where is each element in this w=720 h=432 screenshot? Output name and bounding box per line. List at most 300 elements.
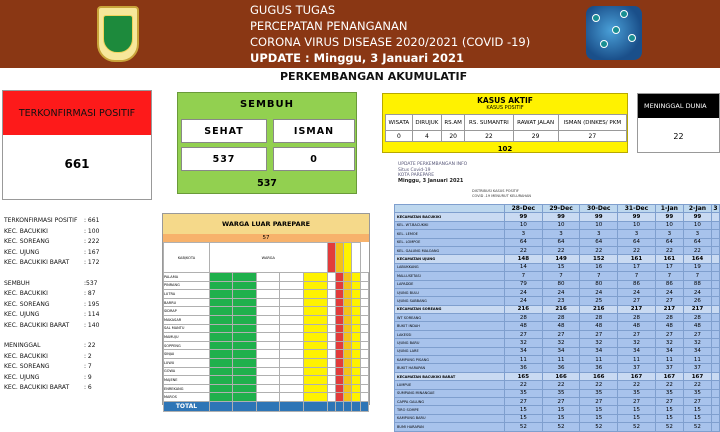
warga-luar-cell bbox=[327, 393, 335, 402]
distribusi-cell: 15 bbox=[655, 414, 683, 422]
warga-luar-cell bbox=[335, 290, 343, 299]
warga-luar-row bbox=[164, 290, 369, 299]
warga-luar-cell bbox=[344, 290, 352, 299]
warga-luar-cell bbox=[352, 358, 360, 367]
distribusi-cell bbox=[711, 272, 719, 280]
distribusi-cell: 15 bbox=[580, 406, 618, 414]
distribusi-cell: 161 bbox=[655, 255, 683, 263]
warga-luar-cell bbox=[280, 315, 303, 324]
update-date: UPDATE : Minggu, 3 Januari 2021 bbox=[250, 51, 465, 65]
distribusi-cell: 32 bbox=[655, 339, 683, 347]
distribusi-row-name: KEL. LEMOE bbox=[395, 230, 505, 238]
aktif-val: 27 bbox=[558, 131, 626, 142]
stats-key: KEC. BACUKIKI bbox=[4, 227, 48, 235]
distribusi-cell: 22 bbox=[542, 381, 580, 389]
distribusi-cell: 52 bbox=[580, 423, 618, 431]
distribusi-cell: 15 bbox=[505, 406, 543, 414]
distribusi-cell: 22 bbox=[542, 246, 580, 254]
distribusi-cell: 27 bbox=[505, 397, 543, 405]
distribusi-cell: 27 bbox=[505, 330, 543, 338]
warga-luar-cell bbox=[233, 290, 256, 299]
distribusi-cell: 34 bbox=[655, 347, 683, 355]
kasus-aktif-table bbox=[385, 114, 627, 142]
regional-emblem-icon bbox=[97, 6, 139, 62]
stats-value: : 2 bbox=[84, 352, 92, 360]
distribusi-cell: 86 bbox=[618, 280, 656, 288]
warga-luar-row bbox=[164, 393, 369, 402]
distribusi-cell: 35 bbox=[618, 389, 656, 397]
title-line-1: GUGUS TUGAS bbox=[250, 3, 336, 17]
warga-luar-cell bbox=[303, 358, 327, 367]
warga-luar-cell bbox=[233, 273, 256, 282]
distribusi-row-name: TIRO SOMPE bbox=[395, 406, 505, 414]
warga-luar-row bbox=[164, 307, 369, 316]
warga-luar-cell bbox=[335, 298, 343, 307]
aktif-val: 20 bbox=[442, 131, 465, 142]
warga-luar-cell bbox=[360, 367, 368, 376]
warga-luar-cell bbox=[256, 358, 279, 367]
warga-luar-cell bbox=[210, 333, 233, 342]
distribusi-cell: 27 bbox=[683, 397, 711, 405]
distribusi-cell: 27 bbox=[655, 297, 683, 305]
warga-luar-kab: MAJENE bbox=[164, 376, 210, 385]
warga-luar-cell bbox=[352, 281, 360, 290]
warga-luar-cell bbox=[360, 290, 368, 299]
warga-luar-cell bbox=[233, 367, 256, 376]
distribusi-cell: 99 bbox=[505, 213, 543, 221]
distribusi-cell: 34 bbox=[542, 347, 580, 355]
warga-luar-kab: LUTRA bbox=[164, 290, 210, 299]
distribusi-cell: 88 bbox=[683, 280, 711, 288]
title-line-3: CORONA VIRUS DISEASE 2020/2021 (COVID -19) bbox=[250, 35, 531, 49]
warga-luar-cell bbox=[352, 333, 360, 342]
distribusi-cell bbox=[711, 322, 719, 330]
distribusi-cell: 22 bbox=[505, 381, 543, 389]
distribusi-cell: 17 bbox=[618, 263, 656, 271]
warga-luar-row bbox=[164, 350, 369, 359]
warga-luar-kab: SIDRAP bbox=[164, 307, 210, 316]
distribusi-row bbox=[395, 356, 720, 364]
warga-luar-cell bbox=[233, 307, 256, 316]
distribusi-cell: 10 bbox=[542, 221, 580, 229]
warga-luar-kab: GOWA bbox=[164, 367, 210, 376]
distribusi-cell: 32 bbox=[618, 339, 656, 347]
distribusi-row bbox=[395, 255, 720, 263]
stats-row bbox=[4, 341, 154, 352]
warga-luar-cell bbox=[303, 376, 327, 385]
distribusi-row-name: BUMI HARAPAN bbox=[395, 423, 505, 431]
warga-luar-total-row bbox=[164, 401, 369, 411]
distribusi-cell: 11 bbox=[580, 356, 618, 364]
warga-luar-panel bbox=[162, 213, 370, 410]
warga-luar-total-cell bbox=[327, 401, 335, 411]
warga-luar-cell bbox=[327, 358, 335, 367]
warga-luar-cell bbox=[210, 367, 233, 376]
distribusi-cell: 216 bbox=[580, 305, 618, 313]
stats-key: KEC. SOREANG bbox=[4, 238, 50, 245]
warga-luar-cell bbox=[280, 367, 303, 376]
warga-luar-total-cell bbox=[344, 401, 352, 411]
distribusi-cell: 11 bbox=[683, 356, 711, 364]
distribusi-cell: 99 bbox=[683, 213, 711, 221]
meta-line-2: Situs Covid-19 bbox=[398, 167, 431, 173]
warga-luar-total-cell bbox=[210, 401, 233, 411]
header-banner bbox=[0, 0, 720, 68]
warga-luar-cell bbox=[280, 350, 303, 359]
warga-luar-cell bbox=[327, 281, 335, 290]
warga-luar-cell bbox=[360, 333, 368, 342]
distribusi-cell: 28 bbox=[505, 314, 543, 322]
stats-value: : 7 bbox=[84, 363, 92, 370]
warga-luar-cell bbox=[352, 324, 360, 333]
stats-value: : 140 bbox=[84, 321, 100, 329]
distribusi-date: 31-Dec bbox=[618, 205, 656, 213]
warga-luar-row bbox=[164, 341, 369, 350]
isman-label: ISMAN bbox=[273, 119, 355, 143]
warga-luar-cell bbox=[210, 307, 233, 316]
warga-luar-cell bbox=[327, 298, 335, 307]
warga-luar-cell bbox=[352, 307, 360, 316]
distribusi-row-name: BUKIT INDAH bbox=[395, 322, 505, 330]
warga-luar-row bbox=[164, 333, 369, 342]
warga-luar-cell bbox=[344, 273, 352, 282]
aktif-val: 22 bbox=[465, 131, 513, 142]
warga-luar-status-col bbox=[327, 243, 335, 273]
distribusi-row bbox=[395, 280, 720, 288]
warga-luar-kab: MAMUJU bbox=[164, 333, 210, 342]
distribusi-cell: 52 bbox=[683, 423, 711, 431]
distribusi-cell: 7 bbox=[505, 272, 543, 280]
warga-luar-cell bbox=[303, 315, 327, 324]
distribusi-cell: 22 bbox=[683, 381, 711, 389]
distribusi-cell: 3 bbox=[542, 230, 580, 238]
distribusi-cell: 48 bbox=[655, 322, 683, 330]
distribusi-cell bbox=[711, 263, 719, 271]
distribusi-row bbox=[395, 389, 720, 397]
distribusi-cell: 86 bbox=[655, 280, 683, 288]
distribusi-title-2: COVID -19 MENURUT KELURAHAN bbox=[472, 194, 532, 198]
warga-luar-cell bbox=[280, 393, 303, 402]
stats-value: : 195 bbox=[84, 300, 100, 308]
warga-luar-cell bbox=[360, 350, 368, 359]
distribusi-row bbox=[395, 364, 720, 372]
warga-luar-cell bbox=[256, 376, 279, 385]
distribusi-cell: 27 bbox=[683, 330, 711, 338]
warga-luar-cell bbox=[335, 376, 343, 385]
stats-gap bbox=[4, 331, 154, 341]
aktif-col: RS.AM bbox=[442, 115, 465, 131]
stats-value: : 100 bbox=[84, 227, 100, 235]
distribusi-cell: 64 bbox=[580, 238, 618, 246]
distribusi-row-name: KECAMATAN SOREANG bbox=[395, 305, 505, 313]
distribusi-row bbox=[395, 263, 720, 271]
warga-luar-cell bbox=[335, 384, 343, 393]
warga-luar-header bbox=[164, 243, 369, 273]
distribusi-cell: 28 bbox=[618, 314, 656, 322]
distribusi-cell: 15 bbox=[580, 414, 618, 422]
distribusi-row-name: UJUNG BULU bbox=[395, 288, 505, 296]
distribusi-date: 3 bbox=[713, 205, 718, 213]
stats-row bbox=[4, 321, 154, 332]
distribusi-cell: 28 bbox=[542, 314, 580, 322]
sehat-value: 537 bbox=[181, 147, 267, 171]
stats-key: KEC. BACUKIKI BARAT bbox=[4, 321, 70, 329]
aktif-col: RS. SUMANTRI bbox=[465, 115, 513, 131]
distribusi-cell bbox=[711, 347, 719, 355]
stats-key: KEC. BACUKIKI BARAT bbox=[4, 384, 70, 391]
distribusi-cell: 3 bbox=[655, 230, 683, 238]
warga-luar-cell bbox=[335, 307, 343, 316]
distribusi-cell: 22 bbox=[618, 246, 656, 254]
warga-luar-kab: MAROS bbox=[164, 393, 210, 402]
distribusi-cell: 161 bbox=[618, 255, 656, 263]
distribusi-row bbox=[395, 339, 720, 347]
distribusi-cell bbox=[711, 364, 719, 372]
aktif-col: ISMAN (DINKES/ PKM bbox=[558, 115, 626, 131]
distribusi-cell: 48 bbox=[505, 322, 543, 330]
stats-value: : 6 bbox=[84, 384, 92, 391]
warga-luar-cell bbox=[335, 350, 343, 359]
distribusi-cell: 10 bbox=[655, 221, 683, 229]
distribusi-cell: 27 bbox=[542, 330, 580, 338]
warga-luar-status-col bbox=[335, 243, 343, 273]
warga-luar-cell bbox=[233, 281, 256, 290]
stats-key: KEC. BACUKIKI bbox=[4, 290, 48, 297]
stats-row bbox=[4, 279, 154, 290]
warga-luar-cell bbox=[210, 376, 233, 385]
kasus-aktif-box bbox=[382, 93, 628, 153]
warga-luar-cell bbox=[210, 290, 233, 299]
distribusi-cell: 15 bbox=[542, 414, 580, 422]
distribusi-cell: 16 bbox=[580, 263, 618, 271]
stats-row bbox=[4, 216, 154, 227]
distribusi-cell: 80 bbox=[542, 280, 580, 288]
distribusi-cell: 7 bbox=[618, 272, 656, 280]
distribusi-cell: 48 bbox=[683, 322, 711, 330]
warga-luar-cell bbox=[344, 384, 352, 393]
warga-luar-cell bbox=[352, 350, 360, 359]
warga-luar-cell bbox=[303, 324, 327, 333]
distribusi-cell: 11 bbox=[655, 356, 683, 364]
warga-luar-kab: PALAMA bbox=[164, 273, 210, 282]
aktif-col: DIRUJUK bbox=[412, 115, 441, 131]
warga-luar-total-cell bbox=[233, 401, 256, 411]
warga-luar-cell bbox=[360, 298, 368, 307]
distribusi-cell: 17 bbox=[655, 263, 683, 271]
distribusi-row-name: CAPPA GALUNG bbox=[395, 397, 505, 405]
stats-key: KEC. SOREANG bbox=[4, 300, 50, 308]
warga-luar-cell bbox=[360, 393, 368, 402]
warga-luar-cell bbox=[327, 273, 335, 282]
distribusi-cell: 24 bbox=[683, 288, 711, 296]
stats-value: : 222 bbox=[84, 238, 100, 245]
distribusi-cell: 7 bbox=[580, 272, 618, 280]
stats-key: KEC. SOREANG bbox=[4, 363, 50, 370]
warga-luar-cell bbox=[280, 298, 303, 307]
warga-luar-cell bbox=[344, 315, 352, 324]
distribusi-cell: 165 bbox=[505, 372, 543, 380]
warga-luar-total-cell bbox=[280, 401, 303, 411]
distribusi-cell: 32 bbox=[505, 339, 543, 347]
distribusi-cell: 52 bbox=[505, 423, 543, 431]
warga-luar-cell bbox=[327, 324, 335, 333]
distribusi-row-name: WT SOREANG bbox=[395, 314, 505, 322]
warga-luar-cell bbox=[344, 307, 352, 316]
distribusi-row bbox=[395, 230, 720, 238]
warga-luar-cell bbox=[256, 333, 279, 342]
warga-luar-cell bbox=[327, 333, 335, 342]
warga-luar-cell bbox=[233, 333, 256, 342]
warga-luar-cell bbox=[352, 273, 360, 282]
distribusi-cell: 11 bbox=[505, 356, 543, 364]
distribusi-cell: 23 bbox=[542, 297, 580, 305]
warga-luar-cell bbox=[352, 376, 360, 385]
stats-row bbox=[4, 227, 154, 238]
distribusi-date: 1-Jan bbox=[655, 205, 683, 213]
distribusi-cell: 11 bbox=[618, 356, 656, 364]
distribusi-cell: 99 bbox=[618, 213, 656, 221]
distribusi-row-name: LABUKKANG bbox=[395, 263, 505, 271]
warga-luar-cell bbox=[303, 333, 327, 342]
warga-luar-col-mid: WARGA bbox=[210, 243, 328, 273]
distribusi-cell: 28 bbox=[580, 314, 618, 322]
distribusi-cell: 37 bbox=[618, 364, 656, 372]
distribusi-header-blank bbox=[395, 205, 505, 213]
warga-luar-cell bbox=[327, 367, 335, 376]
distribusi-cell: 217 bbox=[655, 305, 683, 313]
warga-luar-kab: SINJAI bbox=[164, 350, 210, 359]
distribusi-cell: 34 bbox=[580, 347, 618, 355]
stats-row bbox=[4, 289, 154, 300]
stats-key: KEC. BACUKIKI BARAT bbox=[4, 259, 70, 266]
distribusi-cell: 22 bbox=[505, 246, 543, 254]
distribusi-cell: 80 bbox=[580, 280, 618, 288]
distribusi-row-name: KEL. LOMPOE bbox=[395, 238, 505, 246]
distribusi-cell: 22 bbox=[618, 381, 656, 389]
distribusi-cell: 27 bbox=[580, 397, 618, 405]
distribusi-row-name: KECAMATAN BACUKIKI bbox=[395, 213, 505, 221]
sembuh-label: SEMBUH bbox=[239, 99, 295, 110]
distribusi-cell: 26 bbox=[683, 297, 711, 305]
distribusi-row bbox=[395, 406, 720, 414]
aktif-val: 0 bbox=[386, 131, 413, 142]
distribusi-cell bbox=[711, 246, 719, 254]
stats-row bbox=[4, 383, 154, 394]
warga-luar-cell bbox=[344, 298, 352, 307]
stats-value: : 172 bbox=[84, 259, 100, 266]
distribusi-cell: 36 bbox=[542, 364, 580, 372]
stats-value: : 22 bbox=[84, 342, 96, 349]
sembuh-total: 537 bbox=[257, 178, 277, 189]
warga-luar-cell bbox=[256, 307, 279, 316]
warga-luar-cell bbox=[335, 341, 343, 350]
warga-luar-cell bbox=[352, 393, 360, 402]
distribusi-row bbox=[395, 288, 720, 296]
distribusi-row-name: KEL. GALUNG MALOANG bbox=[395, 246, 505, 254]
warga-luar-cell bbox=[360, 341, 368, 350]
distribusi-cell: 32 bbox=[683, 339, 711, 347]
distribusi-cell: 34 bbox=[683, 347, 711, 355]
distribusi-cell bbox=[711, 297, 719, 305]
distribusi-cell: 167 bbox=[655, 372, 683, 380]
meta-line-1: UPDATE PERKEMBANGAN INFO bbox=[398, 162, 468, 167]
warga-luar-cell bbox=[280, 384, 303, 393]
distribusi-cell: 48 bbox=[580, 322, 618, 330]
distribusi-meta bbox=[398, 162, 467, 184]
warga-luar-cell bbox=[327, 350, 335, 359]
distribusi-cell: 64 bbox=[618, 238, 656, 246]
warga-luar-cell bbox=[335, 273, 343, 282]
distribusi-cell bbox=[711, 238, 719, 246]
warga-luar-cell bbox=[210, 315, 233, 324]
distribusi-row bbox=[395, 372, 720, 380]
warga-luar-cell bbox=[256, 298, 279, 307]
stats-value: : 661 bbox=[84, 217, 100, 224]
distribusi-cell: 52 bbox=[542, 423, 580, 431]
warga-luar-cell bbox=[233, 384, 256, 393]
warga-luar-cell bbox=[233, 350, 256, 359]
distribusi-cell: 64 bbox=[542, 238, 580, 246]
distribusi-cell: 22 bbox=[655, 246, 683, 254]
distribusi-cell: 15 bbox=[618, 406, 656, 414]
distribusi-row-name: KECAMATAN UJUNG bbox=[395, 255, 505, 263]
distribusi-cell bbox=[711, 397, 719, 405]
warga-luar-cell bbox=[233, 358, 256, 367]
distribusi-cell: 167 bbox=[618, 372, 656, 380]
distribusi-row bbox=[395, 238, 720, 246]
aktif-col: RAWAT JALAN bbox=[513, 115, 558, 131]
warga-luar-status-col bbox=[344, 243, 352, 273]
distribusi-title bbox=[472, 189, 531, 199]
warga-luar-cell bbox=[327, 315, 335, 324]
warga-luar-kab: PINRANG bbox=[164, 281, 210, 290]
distribusi-cell: 166 bbox=[580, 372, 618, 380]
warga-luar-cell bbox=[210, 281, 233, 290]
warga-luar-cell bbox=[210, 350, 233, 359]
warga-luar-status-col bbox=[352, 243, 360, 273]
distribusi-cell: 28 bbox=[683, 314, 711, 322]
meninggal-value: 22 bbox=[673, 132, 684, 141]
distribusi-cell: 166 bbox=[542, 372, 580, 380]
distribusi-cell: 64 bbox=[505, 238, 543, 246]
distribusi-cell bbox=[711, 330, 719, 338]
distribusi-cell: 7 bbox=[683, 272, 711, 280]
stats-key: KEC. BACUKIKI bbox=[4, 352, 48, 360]
warga-luar-row bbox=[164, 315, 369, 324]
warga-luar-cell bbox=[335, 324, 343, 333]
warga-luar-cell bbox=[344, 358, 352, 367]
distribusi-table bbox=[394, 204, 720, 432]
warga-luar-cell bbox=[335, 315, 343, 324]
distribusi-row-name: KECAMATAN BACUKIKI BARAT bbox=[395, 372, 505, 380]
distribusi-cell: 7 bbox=[542, 272, 580, 280]
title-line-2: PERCEPATAN PENANGANAN bbox=[250, 19, 408, 33]
warga-luar-cell bbox=[210, 324, 233, 333]
distribusi-cell: 167 bbox=[683, 372, 711, 380]
warga-luar-cell bbox=[335, 393, 343, 402]
distribusi-cell: 15 bbox=[683, 406, 711, 414]
distribusi-row bbox=[395, 414, 720, 422]
warga-luar-total-cell bbox=[335, 401, 343, 411]
warga-luar-kab: MAKASAR bbox=[164, 315, 210, 324]
distribusi-cell: 3 bbox=[683, 230, 711, 238]
distribusi-cell bbox=[711, 356, 719, 364]
warga-luar-cell bbox=[344, 281, 352, 290]
isman-value: 0 bbox=[273, 147, 355, 171]
distribusi-cell: 22 bbox=[683, 246, 711, 254]
warga-luar-cell bbox=[280, 307, 303, 316]
warga-luar-cell bbox=[344, 324, 352, 333]
